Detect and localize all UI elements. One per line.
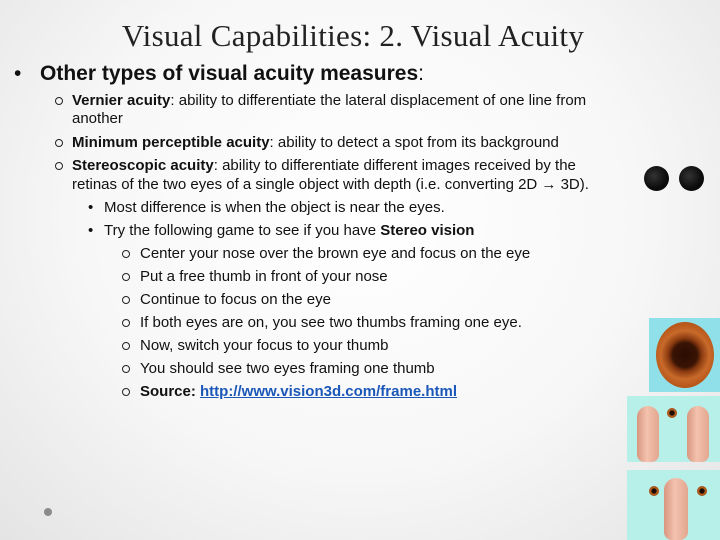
- two-dots-image: [640, 162, 710, 196]
- dot-right: [679, 166, 704, 191]
- step-5: Now, switch your focus to your thumb: [140, 337, 389, 354]
- thumb: [664, 478, 688, 540]
- thumb-left: [637, 406, 659, 462]
- circle-bullet: [122, 296, 130, 304]
- source-link[interactable]: http://www.vision3d.com/frame.html: [200, 383, 457, 400]
- thumb-right: [687, 406, 709, 462]
- step-4: If both eyes are on, you see two thumbs framing one eye.: [140, 314, 522, 331]
- circle-bullet: [122, 365, 130, 373]
- eye-icon: [697, 486, 707, 496]
- dot-left: [644, 166, 669, 191]
- eye-icon: [667, 408, 677, 418]
- main-bullet-rest: :: [418, 62, 424, 85]
- circle-bullet: [122, 273, 130, 281]
- sub-item-game: Try the following game to see if you have Stereo vision: [104, 222, 475, 239]
- two-eyes-one-thumb-image: [627, 470, 720, 540]
- circle-bullet: [122, 388, 130, 396]
- dot-bullet: •: [88, 199, 94, 216]
- step-1: Center your nose over the brown eye and focus on the eye: [140, 245, 531, 262]
- eye-icon: [649, 486, 659, 496]
- main-bullet: [14, 62, 424, 86]
- dot-bullet: •: [88, 222, 94, 239]
- step-source: Source: http://www.vision3d.com/frame.html: [140, 383, 457, 400]
- step-2: Put a free thumb in front of your nose: [140, 268, 388, 285]
- decorative-dot: [44, 508, 52, 516]
- item-vernier-cont: another: [72, 110, 123, 127]
- bullet-marker: •: [14, 62, 22, 85]
- circle-bullet: [55, 139, 63, 147]
- circle-bullet: [55, 162, 63, 170]
- circle-bullet: [122, 342, 130, 350]
- two-thumbs-one-eye-image: [627, 396, 720, 462]
- circle-bullet: [122, 319, 130, 327]
- main-bullet-bold: Other types of visual acuity measures: [40, 62, 419, 85]
- sub-item-difference: Most difference is when the object is near the eyes.: [104, 199, 445, 216]
- step-6: You should see two eyes framing one thumb: [140, 360, 435, 377]
- item-minimum: Minimum perceptible acuity: ability to detect a spot from its background: [72, 134, 559, 151]
- item-stereo: Stereoscopic acuity: ability to differentiate different images received by the: [72, 157, 576, 174]
- eye-icon: [656, 322, 714, 388]
- circle-bullet: [122, 250, 130, 258]
- slide-title: Visual Capabilities: 2. Visual Acuity: [121, 18, 585, 53]
- circle-bullet: [55, 97, 63, 105]
- brown-eye-image: [649, 318, 720, 392]
- item-stereo-cont: retinas of the two eyes of a single object with depth (i.e. converting 2D → 3D).: [72, 176, 589, 193]
- item-vernier: Vernier acuity: ability to differentiate the lateral displacement of one line from: [72, 92, 587, 109]
- step-3: Continue to focus on the eye: [140, 291, 331, 308]
